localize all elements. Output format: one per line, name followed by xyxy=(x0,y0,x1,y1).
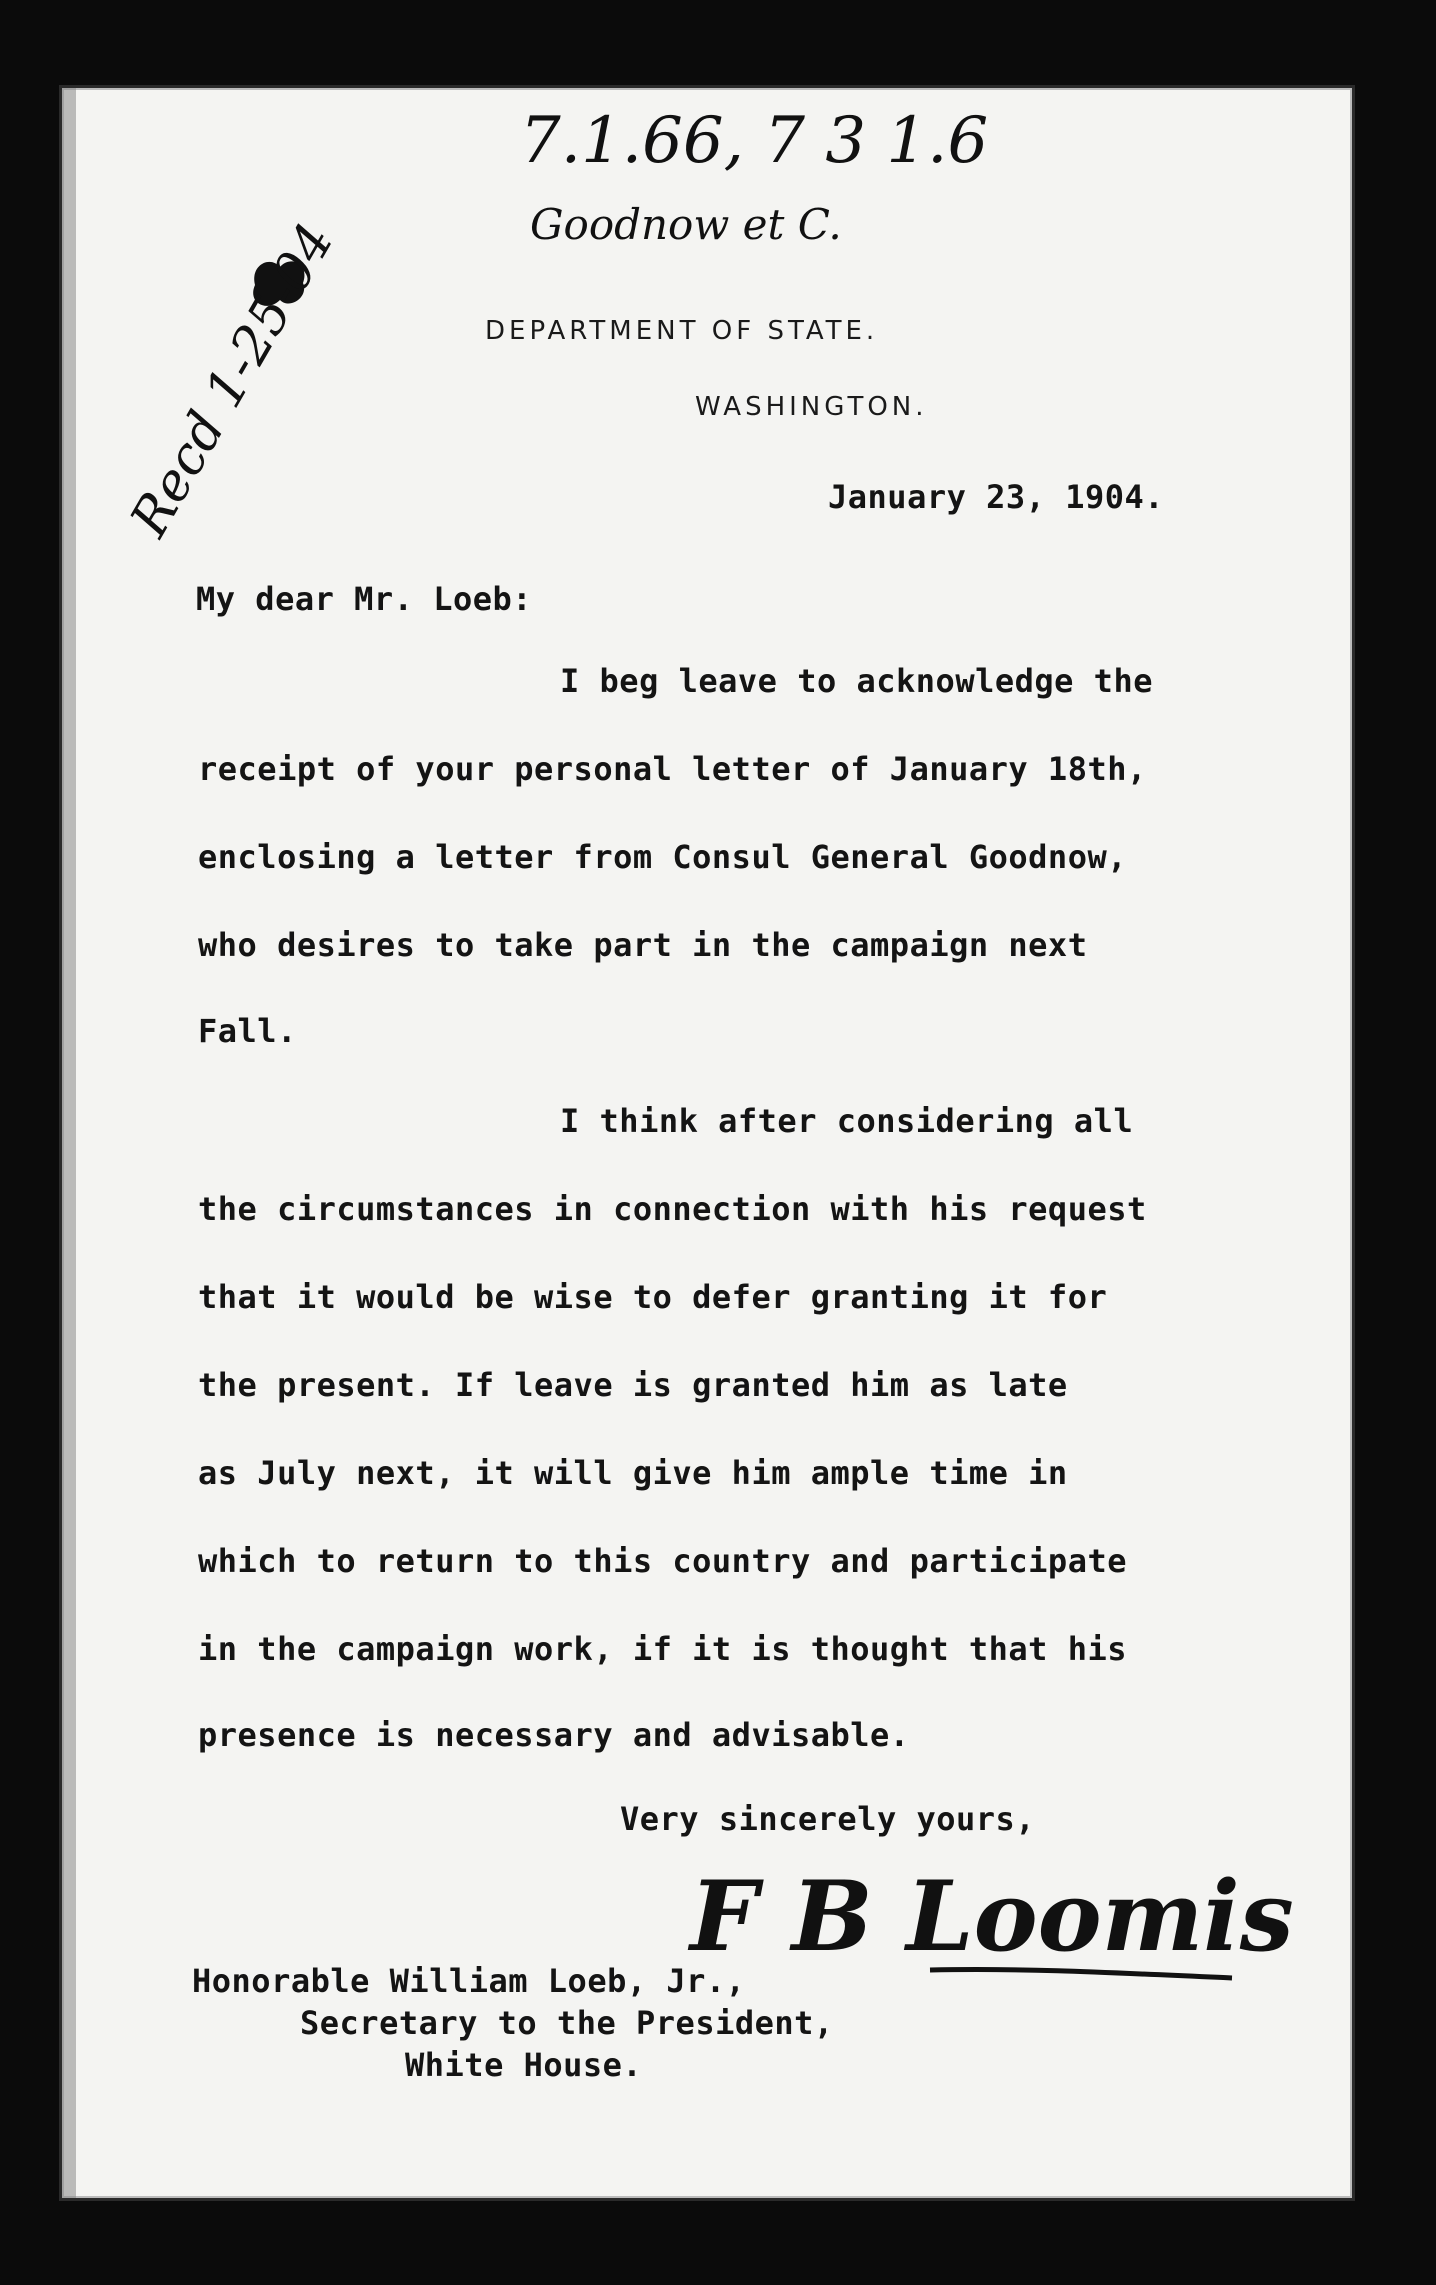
received-stamp-text: Recd 1-25-04 xyxy=(119,213,346,547)
closing: Very sincerely yours, xyxy=(620,1800,1036,1838)
handwritten-file-number xyxy=(520,100,1280,195)
body-line: I beg leave to acknowledge the xyxy=(560,662,1153,700)
addressee-title: Secretary to the President, xyxy=(300,2004,834,2042)
handwritten-received-stamp xyxy=(119,213,430,595)
body-line: Fall. xyxy=(198,1012,297,1050)
addressee-name: Honorable William Loeb, Jr., xyxy=(192,1962,746,2000)
body-line: in the campaign work, if it is thought that his xyxy=(198,1630,1127,1668)
body-line: who desires to take part in the campaign next xyxy=(198,926,1088,964)
body-line: as July next, it will give him ample time in xyxy=(198,1454,1068,1492)
body-line: presence is necessary and advisable. xyxy=(198,1716,910,1754)
body-line: enclosing a letter from Consul General Goodnow, xyxy=(198,838,1127,876)
body-line: I think after considering all xyxy=(560,1102,1134,1140)
body-line: that it would be wise to defer granting it for xyxy=(198,1278,1108,1316)
body-line: which to return to this country and participate xyxy=(198,1542,1127,1580)
body-line: receipt of your personal letter of January 18th, xyxy=(198,750,1147,788)
body-line: the circumstances in connection with his request xyxy=(198,1190,1147,1228)
file-subject-text: Goodnow et C. xyxy=(530,200,842,249)
handwritten-file-subject xyxy=(530,195,930,270)
file-number-text: 7.1.66, 7 3 1.6 xyxy=(520,104,989,178)
addressee-office: White House. xyxy=(405,2046,643,2084)
signature xyxy=(680,1850,1294,2005)
letterhead-department: DEPARTMENT OF STATE. xyxy=(485,316,879,346)
salutation: My dear Mr. Loeb: xyxy=(196,580,533,618)
scan-edge-shadow xyxy=(62,88,76,2198)
signature-text: F B Loomis xyxy=(690,1860,1294,1973)
letterhead-city: WASHINGTON. xyxy=(695,392,928,422)
letter-date: January 23, 1904. xyxy=(828,478,1165,516)
body-line: the present. If leave is granted him as late xyxy=(198,1366,1068,1404)
